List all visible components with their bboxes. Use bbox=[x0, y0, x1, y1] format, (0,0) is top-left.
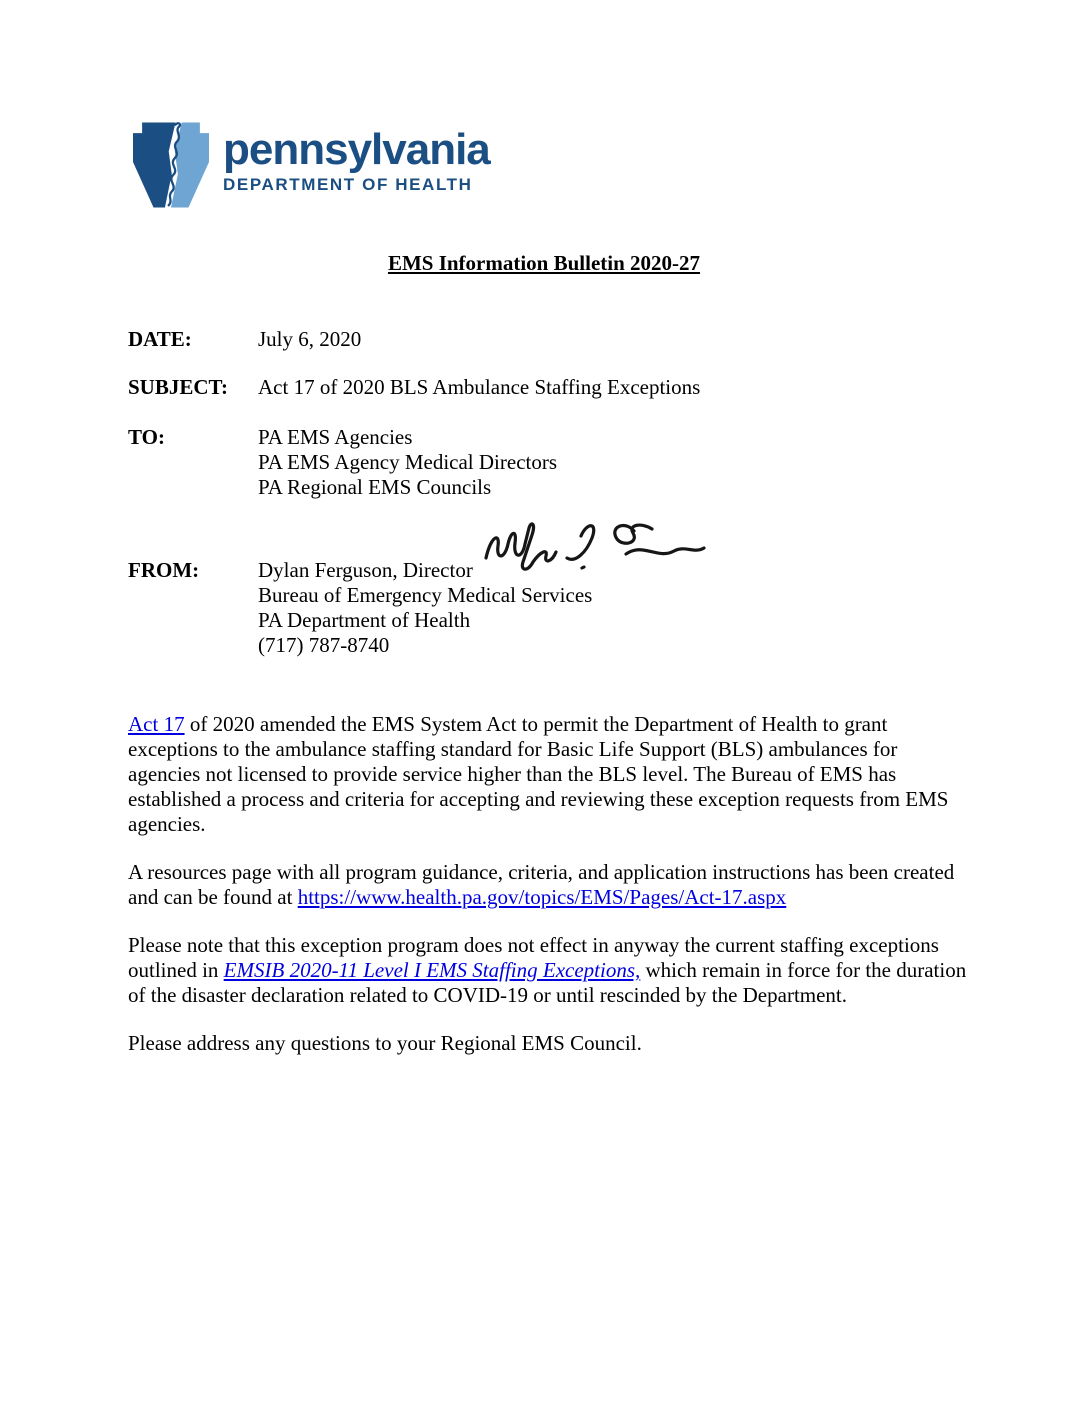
paragraph-text: Please note that this exception program does not effect in anyway the current staffing exceptions outlined in bbox=[128, 933, 939, 982]
to-recipients bbox=[258, 425, 557, 500]
logo-brand-name: pennsylvania bbox=[223, 125, 490, 174]
paragraph-text: which remain in force for the duration of the disaster declaration related to COVID-19 or until rescinded by the Department. bbox=[128, 958, 967, 1007]
to-label: TO: bbox=[128, 425, 165, 449]
emsib-2020-11-link[interactable]: EMSIB 2020-11 Level I EMS Staffing Exceptions, bbox=[223, 958, 641, 982]
subject-label: SUBJECT: bbox=[128, 375, 228, 399]
meta-row-subject bbox=[128, 375, 968, 400]
logo-text bbox=[223, 122, 490, 195]
pa-keystone-caduceus-icon bbox=[133, 122, 209, 208]
meta-row-to bbox=[128, 425, 968, 500]
to-line: PA Regional EMS Councils bbox=[258, 475, 492, 499]
paragraph-text: A resources page with all program guidance, criteria, and application instructions has been created and can be found at bbox=[128, 860, 955, 909]
bulletin-title: EMS Information Bulletin 2020-27 bbox=[387, 251, 701, 275]
act-17-resources-url-link[interactable]: https://www.health.pa.gov/topics/EMS/Pages/Act-17.aspx bbox=[297, 885, 787, 909]
from-line: Dylan Ferguson, Director bbox=[258, 558, 473, 582]
paragraph-text: Please address any questions to your Regional EMS Council. bbox=[128, 1031, 642, 1055]
from-line: (717) 787-8740 bbox=[258, 633, 390, 657]
meta-row-date bbox=[128, 327, 968, 352]
from-line: Bureau of Emergency Medical Services bbox=[258, 583, 593, 607]
subject-value: Act 17 of 2020 BLS Ambulance Staffing Exceptions bbox=[258, 375, 701, 399]
letter-body bbox=[128, 712, 973, 1079]
from-label: FROM: bbox=[128, 558, 200, 582]
paragraph-resources bbox=[128, 860, 973, 910]
pa-doh-logo bbox=[133, 122, 490, 208]
to-line: PA EMS Agency Medical Directors bbox=[258, 450, 558, 474]
paragraph-emsib bbox=[128, 933, 973, 1008]
logo-department-name: DEPARTMENT OF HEALTH bbox=[223, 175, 473, 194]
from-sender bbox=[258, 558, 592, 658]
date-value: July 6, 2020 bbox=[258, 327, 362, 351]
paragraph-text: of 2020 amended the EMS System Act to permit the Department of Health to grant exceptions to the ambulance staffing standard for Basic Life Support (BLS) ambulances for agencies not licensed to provide service higher than the BLS level. The Bureau of EMS has established a process and criteria for accepting and reviewing these exception requests from EMS agencies. bbox=[128, 712, 949, 836]
paragraph-act17 bbox=[128, 712, 973, 837]
meta-row-from bbox=[128, 558, 968, 658]
act-17-link[interactable]: Act 17 bbox=[128, 712, 185, 736]
paragraph-questions bbox=[128, 1031, 973, 1056]
to-line: PA EMS Agencies bbox=[258, 425, 413, 449]
from-line: PA Department of Health bbox=[258, 608, 471, 632]
date-label: DATE: bbox=[128, 327, 192, 351]
